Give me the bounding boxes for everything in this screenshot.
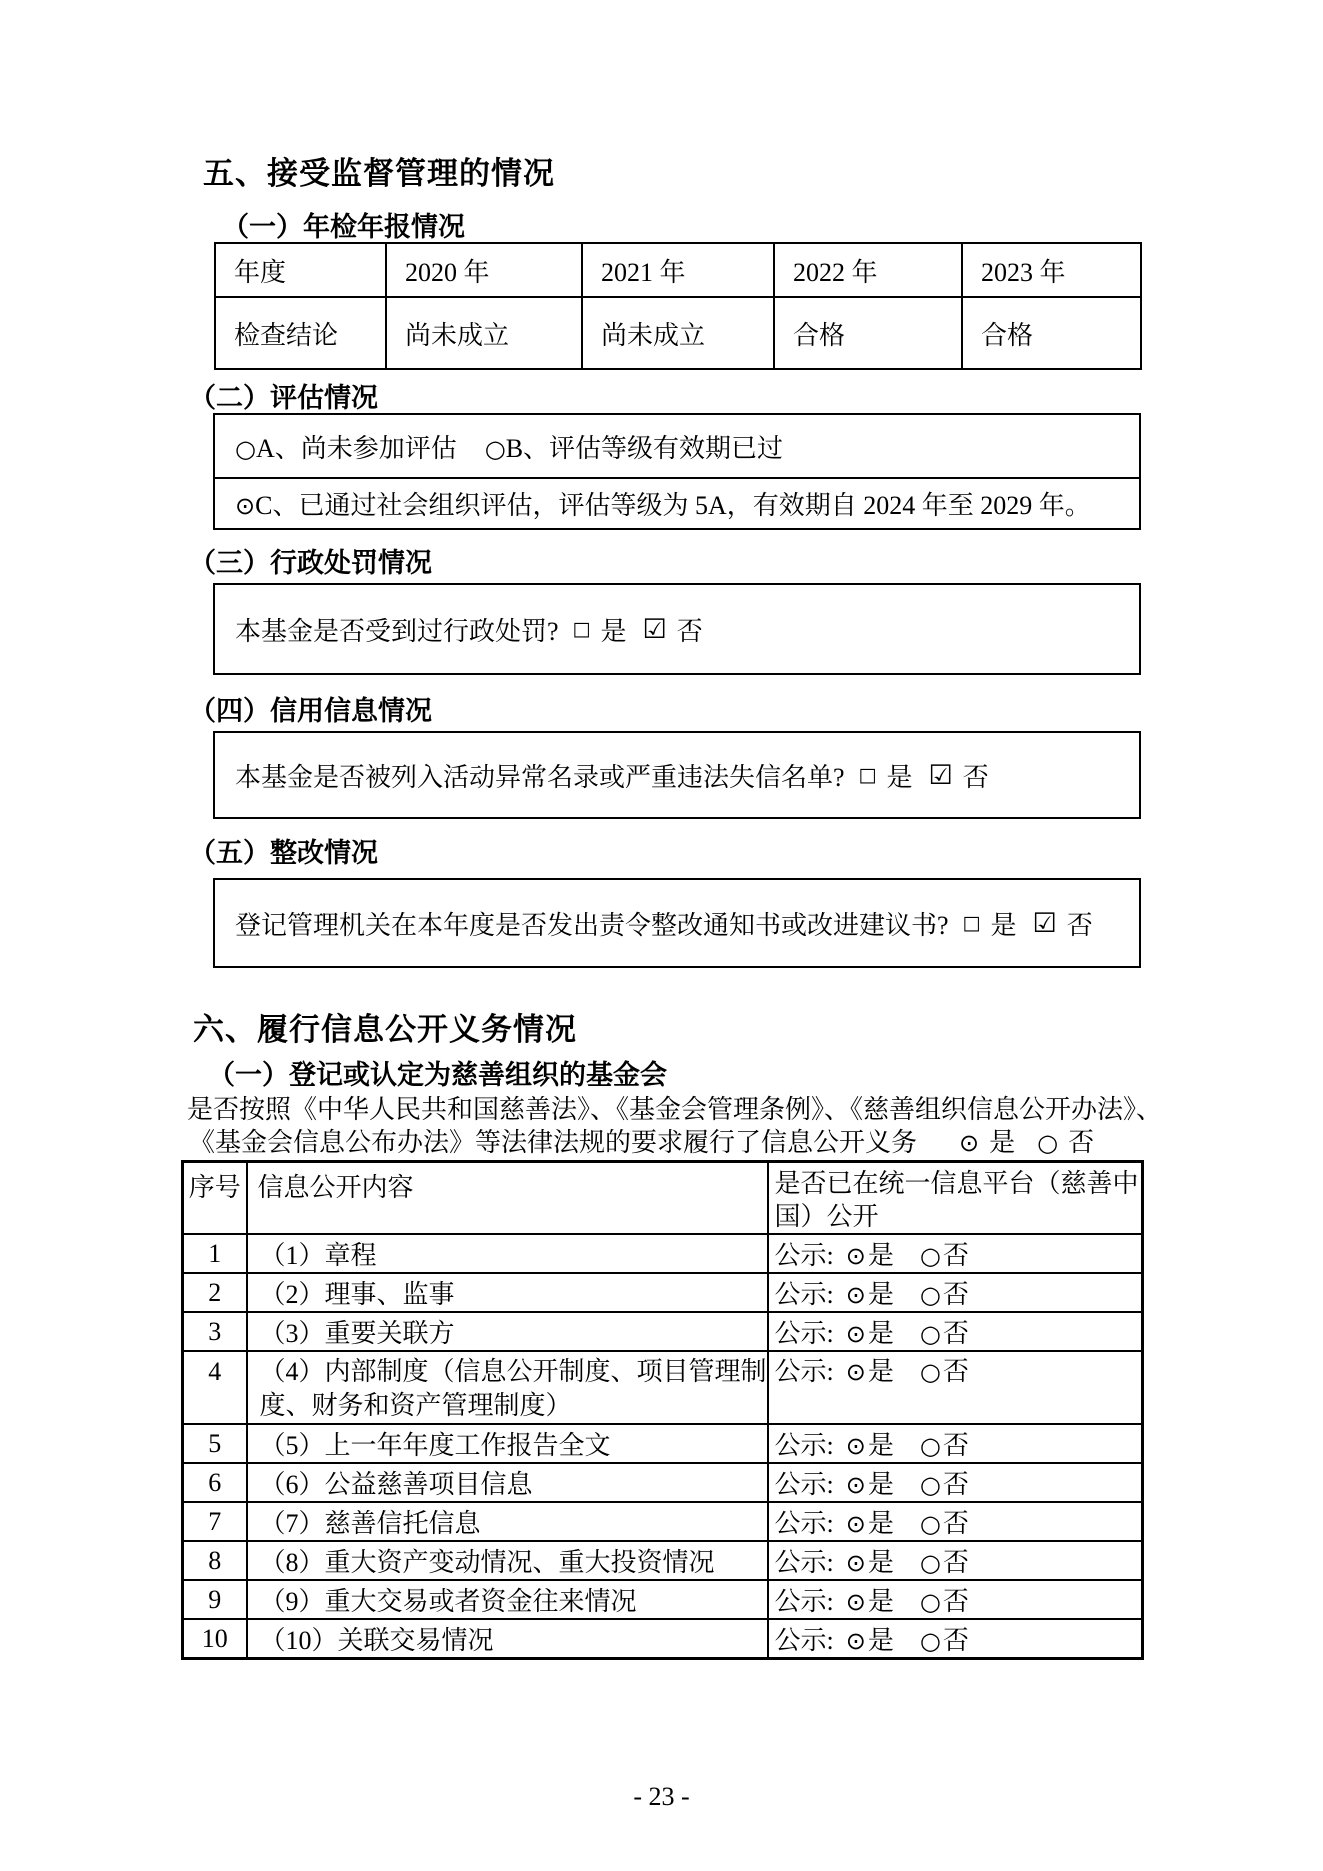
penalty-question-row (215, 585, 1139, 673)
radio-checked-icon: ⊙ (845, 1588, 866, 1616)
disclosure-label: 公示: (774, 1509, 834, 1538)
disclosure-label: 公示: (774, 1280, 834, 1309)
result-header-cell: 检查结论 (215, 297, 386, 369)
option-c-label: C、已通过社会组织评估，评估等级为 5A，有效期自 2024 年至 2029 年。 (255, 491, 1091, 520)
disclosure-label: 公示: (774, 1241, 834, 1270)
result-cell: 合格 (962, 297, 1141, 369)
disclosure-label: 公示: (774, 1357, 834, 1386)
row-number: 1 (183, 1234, 247, 1273)
rectification-heading: （五）整改情况 (189, 838, 378, 868)
no-option (920, 1509, 969, 1538)
disclosure-header-row (183, 1162, 1143, 1235)
yes-option (846, 1431, 894, 1460)
row-number: 5 (183, 1424, 247, 1463)
row-number: 7 (183, 1502, 247, 1541)
row-content: （7）慈善信托信息 (247, 1502, 768, 1541)
disclosure-row (183, 1580, 1143, 1619)
radio-unchecked-icon: ○ (919, 1549, 941, 1577)
no-label: 否 (1066, 910, 1093, 940)
row-disclosure-status (768, 1312, 1143, 1351)
yes-option (846, 1319, 894, 1348)
radio-unchecked-icon: ○ (919, 1627, 941, 1655)
column-header-platform: 是否已在统一信息平台（慈善中国）公开 (768, 1162, 1143, 1235)
yes-label: 是 (867, 1319, 894, 1348)
radio-unchecked-icon: ○ (919, 1510, 941, 1538)
yes-option (846, 1357, 894, 1386)
no-label: 否 (942, 1357, 969, 1386)
no-option (920, 1319, 969, 1348)
evaluation-box (213, 413, 1141, 530)
yes-option (846, 1626, 894, 1655)
radio-checked-icon: ⊙ (845, 1510, 866, 1538)
row-disclosure-status (768, 1580, 1143, 1619)
disclosure-label: 公示: (774, 1626, 834, 1655)
disclosure-label: 公示: (774, 1431, 834, 1460)
disclosure-row (183, 1273, 1143, 1312)
radio-unchecked-icon: ○ (919, 1588, 941, 1616)
year-cell: 2020 年 (386, 243, 582, 297)
yes-option (846, 1509, 894, 1538)
no-option (920, 1587, 969, 1616)
radio-checked-icon: ⊙ (845, 1549, 866, 1577)
no-option (920, 1280, 969, 1309)
radio-unchecked-icon: ○ (919, 1358, 941, 1386)
radio-unchecked-icon: ○ (919, 1432, 941, 1460)
yes-label: 是 (867, 1431, 894, 1460)
radio-checked-icon: ⊙ (845, 1432, 866, 1460)
intro-line-2-text: 《基金会信息公布办法》等法律法规的要求履行了信息公开义务 (189, 1128, 918, 1157)
checkbox-unchecked-icon: □ (572, 617, 591, 640)
row-number: 9 (183, 1580, 247, 1619)
page-number: - 23 - (633, 1782, 690, 1811)
row-content: （9）重大交易或者资金往来情况 (247, 1580, 768, 1619)
rectification-question: 登记管理机关在本年度是否发出责令整改通知书或改进建议书? (235, 910, 949, 940)
radio-unchecked-icon: ○ (484, 434, 506, 463)
yes-label: 是 (600, 616, 627, 646)
row-disclosure-status (768, 1351, 1143, 1424)
yes-label: 是 (867, 1548, 894, 1577)
checkbox-checked-icon: ☑ (1032, 907, 1057, 939)
yes-label: 是 (867, 1587, 894, 1616)
radio-checked-icon: ⊙ (845, 1281, 866, 1309)
radio-unchecked-icon: ○ (1037, 1129, 1059, 1157)
yes-option (846, 1470, 894, 1499)
radio-checked-icon: ⊙ (845, 1242, 866, 1270)
row-disclosure-status (768, 1463, 1143, 1502)
evaluation-selected-row (215, 477, 1139, 528)
row-disclosure-status (768, 1273, 1143, 1312)
year-cell: 2022 年 (774, 243, 962, 297)
no-label: 否 (942, 1548, 969, 1577)
table-row (215, 297, 1141, 369)
checkbox-checked-icon: ☑ (928, 759, 953, 791)
rectification-question-row (215, 880, 1139, 966)
row-content: （6）公益慈善项目信息 (247, 1463, 768, 1502)
disclosure-row (183, 1541, 1143, 1580)
no-option (920, 1548, 969, 1577)
no-option (920, 1470, 969, 1499)
no-label: 否 (676, 616, 703, 646)
option-a-label: A、尚未参加评估 (255, 433, 457, 463)
rectification-box (213, 878, 1141, 968)
radio-checked-icon: ⊙ (845, 1471, 866, 1499)
checkbox-unchecked-icon: □ (858, 763, 877, 786)
row-number: 10 (183, 1619, 247, 1659)
penalty-box (213, 583, 1141, 675)
column-header-content: 信息公开内容 (247, 1162, 768, 1235)
result-cell: 尚未成立 (386, 297, 582, 369)
credit-heading: （四）信用信息情况 (189, 696, 432, 726)
row-number: 4 (183, 1351, 247, 1424)
row-content: （5）上一年年度工作报告全文 (247, 1424, 768, 1463)
year-cell: 2021 年 (582, 243, 774, 297)
radio-unchecked-icon: ○ (919, 1242, 941, 1270)
credit-question: 本基金是否被列入活动异常名录或严重违法失信名单? (235, 762, 845, 792)
radio-checked-icon: ⊙ (845, 1320, 866, 1348)
disclosure-row (183, 1463, 1143, 1502)
no-label: 否 (942, 1241, 969, 1270)
disclosure-label: 公示: (774, 1548, 834, 1577)
no-label: 否 (942, 1587, 969, 1616)
evaluation-option-c (235, 485, 1091, 522)
checkbox-checked-icon: ☑ (642, 613, 667, 645)
disclosure-label: 公示: (774, 1470, 834, 1499)
no-option (920, 1626, 969, 1655)
row-content: （1）章程 (247, 1234, 768, 1273)
yes-label: 是 (989, 1128, 1016, 1157)
row-content: （10）关联交易情况 (247, 1619, 768, 1659)
disclosure-row (183, 1351, 1143, 1424)
row-content: （3）重要关联方 (247, 1312, 768, 1351)
radio-checked-icon: ⊙ (235, 492, 256, 520)
radio-unchecked-icon: ○ (235, 434, 256, 463)
no-label: 否 (942, 1626, 969, 1655)
disclosure-row (183, 1424, 1143, 1463)
evaluation-option-b (485, 428, 783, 465)
disclosure-row (183, 1312, 1143, 1351)
yes-label: 是 (867, 1241, 894, 1270)
yes-label: 是 (867, 1509, 894, 1538)
checkbox-unchecked-icon: □ (962, 911, 981, 934)
result-cell: 尚未成立 (582, 297, 774, 369)
row-disclosure-status (768, 1234, 1143, 1273)
no-label: 否 (942, 1470, 969, 1499)
yes-label: 是 (867, 1470, 894, 1499)
no-label: 否 (1068, 1128, 1095, 1157)
radio-unchecked-icon: ○ (919, 1281, 941, 1309)
no-label: 否 (942, 1319, 969, 1348)
disclosure-row (183, 1619, 1143, 1659)
intro-line-1: 是否按照《中华人民共和国慈善法》、《基金会管理条例》、《慈善组织信息公开办法》、 (187, 1095, 1163, 1124)
column-header-number: 序号 (183, 1162, 247, 1235)
radio-checked-icon: ⊙ (845, 1627, 866, 1655)
radio-unchecked-icon: ○ (919, 1320, 941, 1348)
no-option (920, 1431, 969, 1460)
credit-box (213, 731, 1141, 819)
row-disclosure-status (768, 1541, 1143, 1580)
row-content: （8）重大资产变动情况、重大投资情况 (247, 1541, 768, 1580)
no-option (920, 1241, 969, 1270)
no-option (920, 1357, 969, 1386)
radio-checked-icon: ⊙ (845, 1358, 866, 1386)
evaluation-heading: （二）评估情况 (189, 383, 378, 413)
yes-option (846, 1280, 894, 1309)
year-cell: 2023 年 (962, 243, 1141, 297)
radio-checked-icon: ⊙ (959, 1129, 980, 1157)
table-row (215, 243, 1141, 297)
disclosure-row (183, 1502, 1143, 1541)
row-content: （2）理事、监事 (247, 1273, 768, 1312)
option-b-label: B、评估等级有效期已过 (505, 433, 784, 463)
yes-option (846, 1587, 894, 1616)
yes-option (846, 1548, 894, 1577)
year-header-cell: 年度 (215, 243, 386, 297)
no-label: 否 (962, 762, 989, 792)
yes-label: 是 (867, 1357, 894, 1386)
intro-line-2 (189, 1126, 1323, 1159)
no-label: 否 (942, 1280, 969, 1309)
yes-label: 是 (867, 1626, 894, 1655)
yes-label: 是 (886, 762, 913, 792)
radio-unchecked-icon: ○ (919, 1471, 941, 1499)
row-disclosure-status (768, 1619, 1143, 1659)
row-number: 8 (183, 1541, 247, 1580)
disclosure-label: 公示: (774, 1319, 834, 1348)
no-label: 否 (942, 1431, 969, 1460)
row-disclosure-status (768, 1424, 1143, 1463)
disclosure-table (181, 1160, 1144, 1660)
row-number: 3 (183, 1312, 247, 1351)
charity-org-heading: （一）登记或认定为慈善组织的基金会 (208, 1060, 667, 1090)
disclosure-intro (187, 1093, 1323, 1159)
yes-option (846, 1241, 894, 1270)
disclosure-label: 公示: (774, 1587, 834, 1616)
row-content: （4）内部制度（信息公开制度、项目管理制度、财务和资产管理制度） (247, 1351, 768, 1424)
disclosure-row (183, 1234, 1143, 1273)
row-number: 6 (183, 1463, 247, 1502)
yes-label: 是 (867, 1280, 894, 1309)
no-label: 否 (942, 1509, 969, 1538)
credit-question-row (215, 733, 1139, 817)
row-number: 2 (183, 1273, 247, 1312)
result-cell: 合格 (774, 297, 962, 369)
yes-label: 是 (990, 910, 1017, 940)
section-5-title: 五、接受监督管理的情况 (203, 156, 555, 191)
intro-answer (959, 1128, 1094, 1157)
section-6-title: 六、履行信息公开义务情况 (193, 1012, 577, 1047)
annual-check-table (214, 242, 1142, 370)
penalty-question: 本基金是否受到过行政处罚? (235, 616, 559, 646)
row-disclosure-status (768, 1502, 1143, 1541)
evaluation-option-a (235, 428, 457, 465)
annual-check-heading: （一）年检年报情况 (222, 212, 465, 242)
evaluation-options-row (215, 415, 1139, 477)
penalty-heading: （三）行政处罚情况 (189, 548, 432, 578)
